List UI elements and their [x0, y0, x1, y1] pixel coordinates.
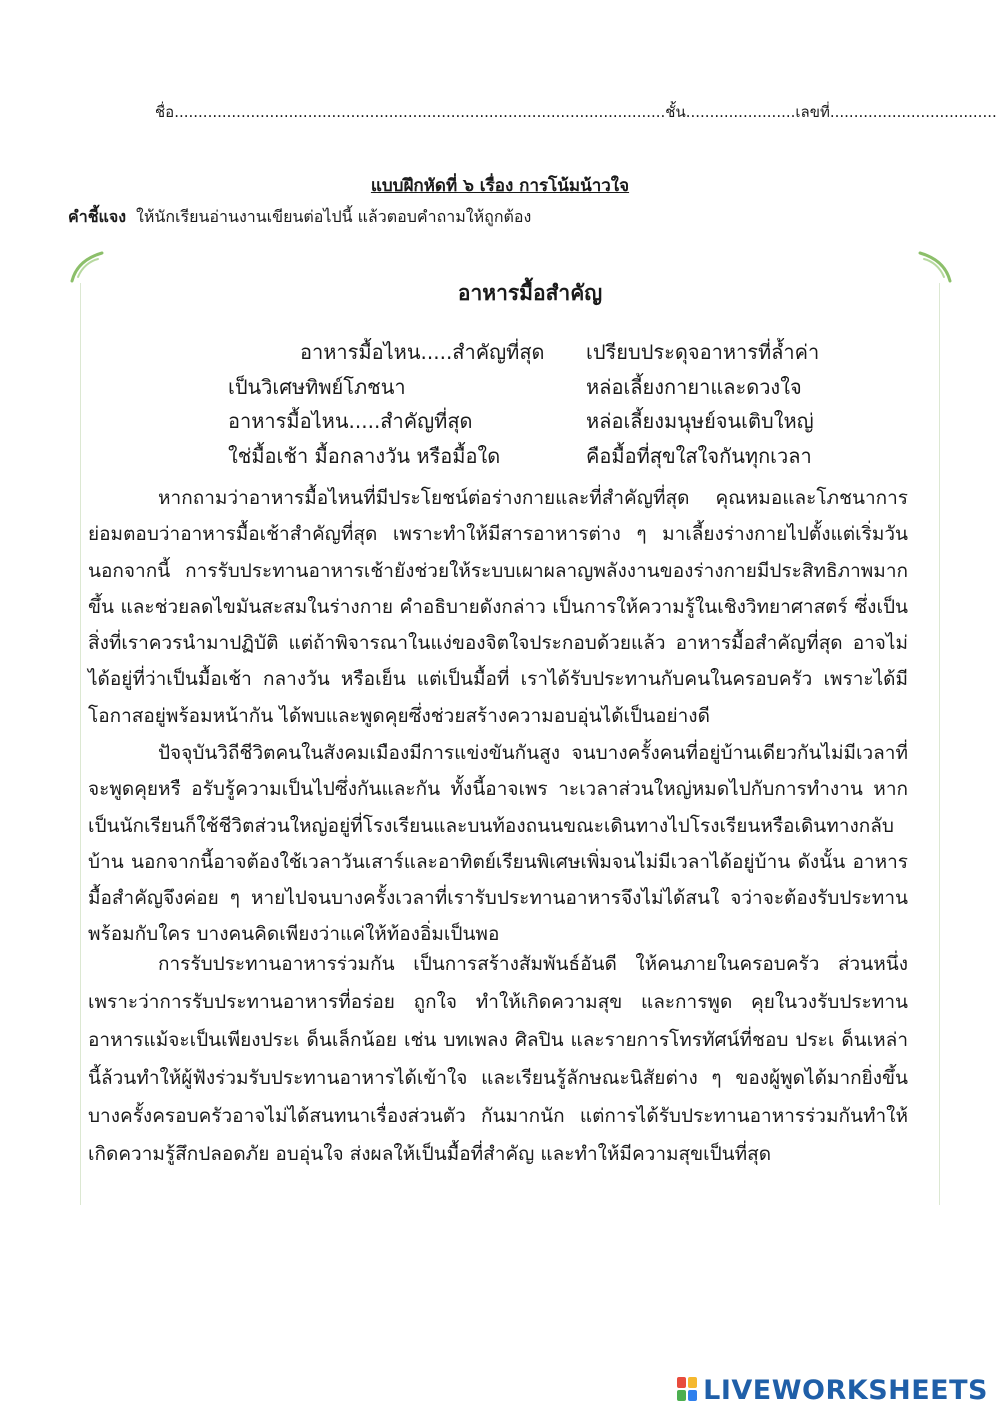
poem-line-first-half: อาหารมื้อไหน.....สำคัญที่สุด: [300, 340, 545, 364]
poem-line-second-half: หล่อเลี้ยงมนุษย์จนเติบใหญ่: [586, 409, 814, 433]
logo-mark-icon: [677, 1377, 699, 1403]
poem-line-first-half: เป็นวิเศษทิพย์โภชนา: [228, 374, 406, 399]
paragraph-3: [88, 945, 908, 1173]
poem-line-second-half: หล่อเลี้ยงกายาและดวงใจ: [586, 374, 802, 399]
paragraph-1: [88, 480, 908, 734]
poem-line-second-half: เปรียบประดุจอาหารที่ล้ำค่า: [586, 340, 820, 364]
poem-line: [0, 440, 1000, 475]
story-title: อาหารมื้อสำคัญ: [457, 281, 603, 305]
logo-text: LIVEWORKSHEETS: [703, 1374, 988, 1406]
poem-line: [0, 405, 1000, 440]
paragraph-text: ปัจจุบันวิถีชีวิตคนในสังคมเมืองมีการแข่งขันกันสูง จนบางครั้งคนที่อยู่บ้านเดียวกันไม่มีเวลาที่จะพูดคุยหรื อรับรู้ความเป็นไปซึ่งกันและกัน ทั้งนี้อาจเพร าะเวลาส่วนใหญ่หมดไปกับการทำงาน หากเป็นนักเรียนก็ใช้ชีวิตส่วนใหญ่อยู่ที่โรงเรียนและบนท้องถนนขณะเดินทางไปโรงเรียนหรือเดินทางกลับบ้าน นอกจากนี้อาจต้องใช้เวลาวันเสาร์และอาทิตย์เรียนพิเศษเพิ่มจนไม่มีเวลาได้อยู่บ้าน ดังนั้น อาหารมื้อสำคัญจึงค่อย ๆ หายไปจนบางครั้งเวลาที่เรารับประทานอาหารจึงไม่ได้สนใ จว่าจะต้องรับประทานพร้อมกับใคร บางคนคิดเพียงว่าแค่ให้ท้องอิ่มเป็นพอ: [88, 742, 908, 946]
poem-line: [0, 336, 1000, 371]
poem: [0, 336, 1000, 474]
name-class-number-line: ชื่อ.......................................................................................................ชั้น.......................เลขที่...................................: [155, 103, 997, 121]
poem-line: [0, 371, 1000, 406]
instructions: [68, 205, 948, 230]
liveworksheets-logo: [677, 1373, 988, 1407]
instruction-label: คำชี้แจง: [68, 207, 127, 226]
paragraph-text: การรับประทานอาหารร่วมกัน เป็นการสร้างสัมพันธ์อันดี ให้คนภายในครอบครัว ส่วนหนึ่ง เพราะว่าการรับประทานอาหารที่อร่อย ถูกใจ ทำให้เกิดความสุข และการพูด คุยในวงรับประทานอาหารแม้จะเป็นเพียงประเ ด็นเล็กน้อย เช่น บทเพลง ศิลปิน และรายการโทรทัศน์ที่ชอบ ประเ ด็นเหล่านี้ล้วนทำให้ผู้ฟังร่วมรับประทานอาหารได้เข้าใจ และเรียนรู้ลักษณะนิสัยต่าง ๆ ของผู้พูดได้มากยิ่งขึ้น บางครั้งครอบครัวอาจไม่ได้สนทนาเรื่องส่วนตัว กันมากนัก แต่การได้รับประทานอาหารร่วมกันทำให้เกิดความรู้สึกปลอดภัย อบอุ่นใจ ส่งผลให้เป็นมื้อที่สำคัญ และทำให้มีความสุขเป็นที่สุด: [88, 953, 908, 1165]
poem-line-second-half: คือมื้อที่สุขใสใจกันทุกเวลา: [586, 443, 812, 468]
worksheet-title: แบบฝึกหัดที่ ๖ เรื่อง การโน้มน้าวใจ: [370, 176, 630, 196]
instruction-text: ให้นักเรียนอ่านงานเขียนต่อไปนี้ แล้วตอบคำถามให้ถูกต้อง: [136, 207, 532, 226]
poem-line-first-half: ใช่มื้อเช้า มื้อกลางวัน หรือมื้อใด: [228, 443, 501, 468]
paragraph-text: หากถามว่าอาหารมื้อไหนที่มีประโยชน์ต่อร่างกายและที่สำคัญที่สุด คุณหมอและโภชนาการย่อมตอบว่าอาหารมื้อเช้าสำคัญที่สุด เพราะทำให้มีสารอาหารต่าง ๆ มาเลี้ยงร่างกายไปตั้งแต่เริ่มวัน นอกจากนี้ การรับประทานอาหารเช้ายังช่วยให้ระบบเผาผลาญพลังงานของร่างกายมีประสิทธิภาพมากขึ้น และช่วยลดไขมันสะสมในร่างกาย คำอธิบายดังกล่าว เป็นการให้ความรู้ในเชิงวิทยาศาสตร์ ซึ่งเป็นสิ่งที่เราควรนำมาปฏิบัติ แต่ถ้าพิจารณาในแง่ของจิตใจประกอบด้วยแล้ว อาหารมื้อสำคัญที่สุด อาจไม่ได้อยู่ที่ว่าเป็นมื้อเช้า กลางวัน หรือเย็น แต่เป็นมื้อที่ เราได้รับประทานกับคนในครอบครัว เพราะได้มีโอกาสอยู่พร้อมหน้ากัน ได้พบและพูดคุยซึ่งช่วยสร้างความอบอุ่นได้เป็นอย่างดี: [88, 487, 908, 727]
poem-line-first-half: อาหารมื้อไหน.....สำคัญที่สุด: [228, 409, 473, 433]
paragraph-2: [88, 735, 908, 953]
